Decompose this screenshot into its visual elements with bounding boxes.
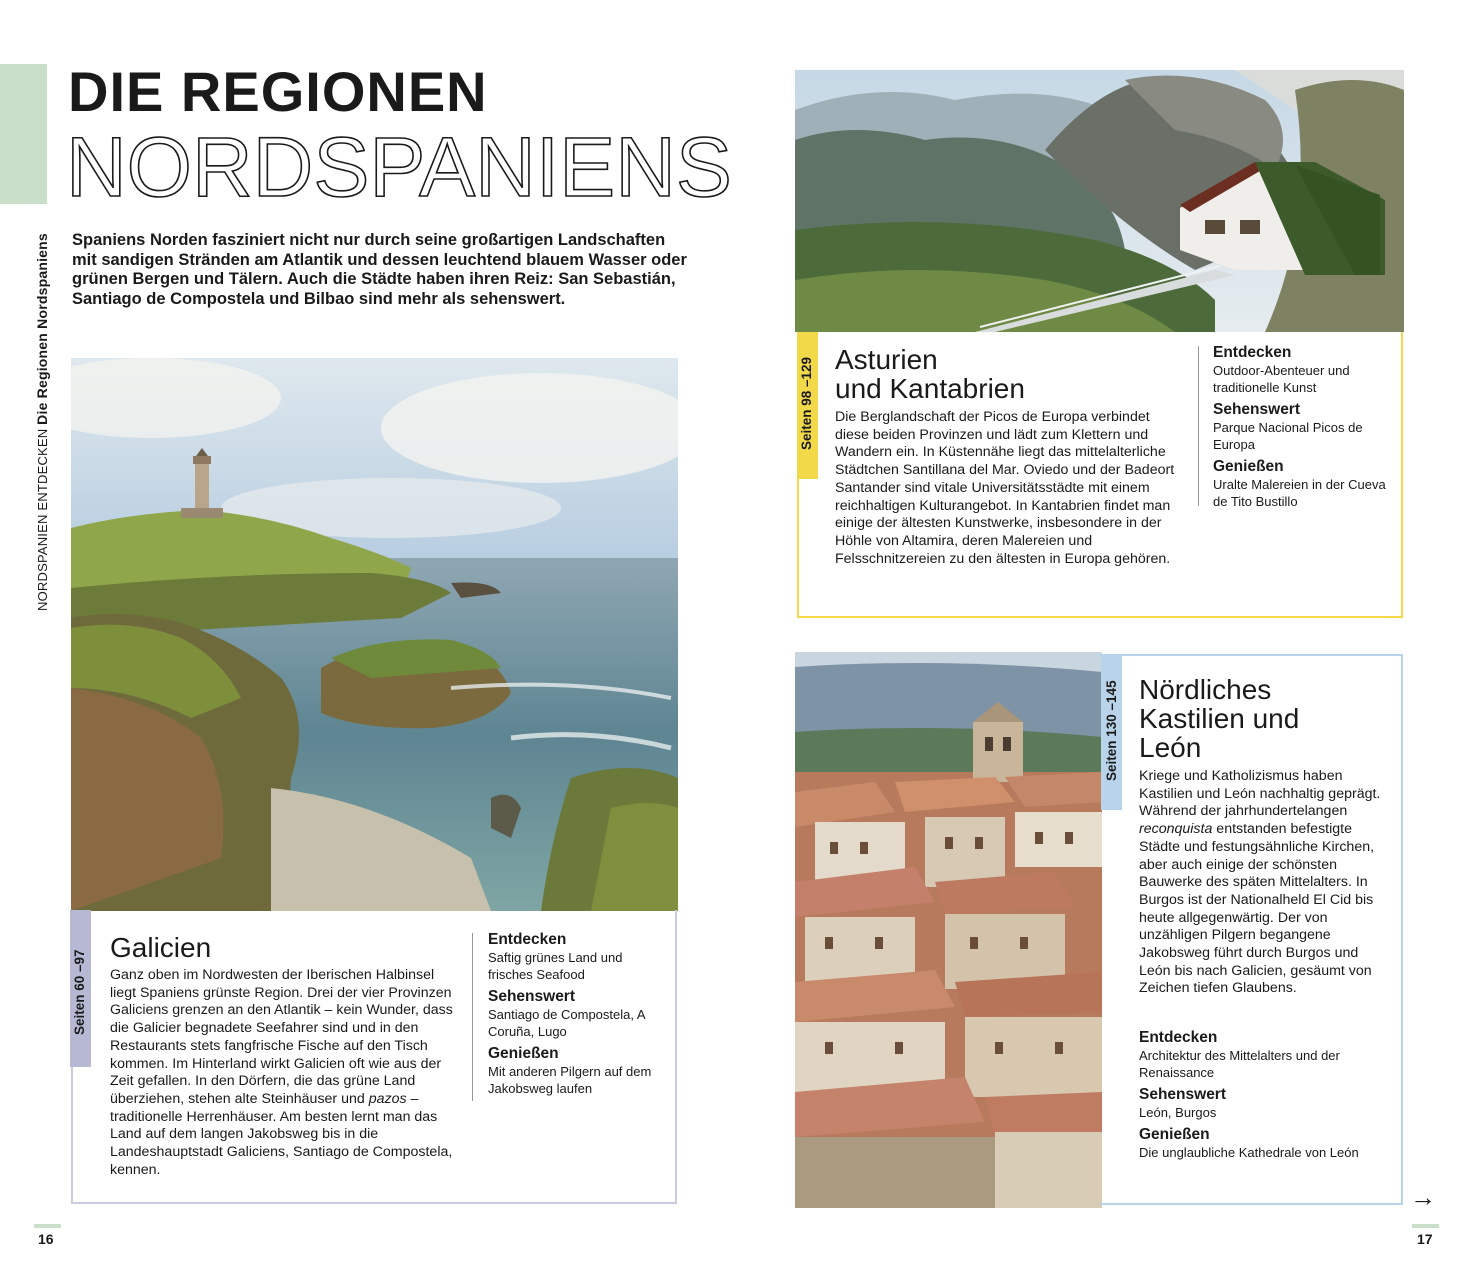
castile-title-line3: León [1139, 732, 1202, 763]
asturias-title-line1: Asturien [835, 344, 938, 375]
page-title-line1: DIE REGIONEN [68, 60, 488, 123]
galicia-facts-text-1: Saftig grünes Land und frisches Seafood [488, 950, 623, 982]
castile-photo [795, 652, 1102, 1208]
asturias-facts-divider [1198, 346, 1199, 506]
castile-text [1139, 768, 1389, 998]
castile-pages-label: Seiten 130 –145 [1104, 680, 1119, 781]
galicia-photo [71, 358, 678, 911]
galicia-facts [488, 931, 668, 1097]
galicia-facts-heading-1: Entdecken [488, 931, 567, 948]
castile-title-line1: Nördliches [1139, 674, 1272, 705]
castile-text-part1: Kriege und Katholizismus haben Kastilien und León nachhaltig geprägt. Während der jahrhundertelangen [1139, 768, 1381, 820]
asturias-facts-text-1: Outdoor-Abenteuer und traditionelle Kunst [1213, 363, 1350, 395]
castile-text-part2: entstanden befestigte Städte und festungsähnliche Kirchen, aber auch einige der schönsten Bauwerke des späten Mittelalters. In Burgos ist der Nationalheld El Cid bis heute allgegenwärtig. Der von unzähligen Pilgern begangene Jakobsweg führt durch Burgos und León bis nach Galicien, gesäumt von Zeichen tiefen Glaubens. [1139, 821, 1375, 997]
galicia-facts-text-3: Mit anderen Pilgern auf dem Jakobsweg laufen [488, 1064, 652, 1096]
page-number-bar-right [1412, 1224, 1439, 1228]
galicia-title: Galicien [110, 932, 212, 963]
running-header-title: Die Regionen Nordspaniens [34, 233, 50, 425]
galicia-facts-text-2: Santiago de Compostela, A Coruña, Lugo [488, 1007, 645, 1039]
running-header [34, 211, 52, 611]
asturias-facts-text-2: Parque Nacional Picos de Europa [1213, 420, 1363, 452]
asturias-facts-heading-1: Entdecken [1213, 344, 1292, 361]
page-title-line2: NORDSPANIENS [66, 120, 732, 214]
galicia-facts-heading-3: Genießen [488, 1045, 559, 1062]
galicia-facts-heading-2: Sehenswert [488, 988, 576, 1005]
castile-title-line2: Kastilien und [1139, 703, 1300, 734]
page-number-bar-left [34, 1224, 61, 1228]
castile-facts-text-3: Die unglaubliche Kathedrale von León [1139, 1145, 1359, 1160]
asturias-title [835, 345, 1025, 403]
asturias-photo [795, 70, 1404, 332]
castile-facts-heading-2: Sehenswert [1139, 1086, 1227, 1103]
castile-facts-heading-1: Entdecken [1139, 1029, 1218, 1046]
castile-facts [1139, 1029, 1379, 1161]
asturias-facts [1213, 344, 1393, 510]
next-page-arrow-icon[interactable]: → [1410, 1182, 1436, 1212]
asturias-title-line2: und Kantabrien [835, 373, 1025, 404]
page-number-left: 16 [38, 1231, 54, 1247]
galicia-text-part2: – traditionelle Herrenhäuser. Am besten lernt man das Land auf dem langen Jakobsweg bis in die Landeshauptstadt Galiciens, Santiago de Compostela, kennen. [110, 1090, 453, 1178]
galicia-text [110, 967, 455, 1179]
galicia-text-part1: Ganz oben im Nordwesten der Iberischen Halbinsel liegt Spaniens grünste Region. Drei der vier Provinzen Galiciens grenzen an den Atlantik – kein Wunder, dass die Galicier begnadete Seefahrer sind und in den Restaurants stets fangfrische Fische auf den Tisch kommen. Im Hinterland wirkt Galicien oft wie aus der Zeit gefallen. In den Dörfern, die das grüne Land überziehen, stehen alte Steinhäuser und [110, 967, 453, 1107]
asturias-facts-text-3: Uralte Malereien in der Cueva de Tito Bustillo [1213, 477, 1386, 509]
castile-text-italic: reconquista [1139, 821, 1213, 838]
section-color-tab [0, 64, 47, 204]
castile-facts-heading-3: Genießen [1139, 1126, 1210, 1143]
castile-title [1139, 675, 1299, 762]
asturias-pages-label: Seiten 98 –129 [799, 356, 814, 450]
castile-facts-text-2: León, Burgos [1139, 1105, 1217, 1120]
galicia-text-italic: pazos [368, 1090, 407, 1107]
castile-facts-text-1: Architektur des Mittelalters und der Renaissance [1139, 1048, 1340, 1080]
intro-paragraph: Spaniens Norden fasziniert nicht nur durch seine großartigen Landschaften mit sandigen Stränden am Atlantik und dessen leuchtend blauem Wasser oder grünen Bergen und Tälern. Auch die Städte haben ihren Reiz: San Sebastián, Santiago de Compostela und Bilbao sind mehr als sehenswert. [72, 231, 687, 308]
galicia-facts-divider [472, 933, 473, 1101]
page-number-right: 17 [1417, 1231, 1433, 1247]
asturias-facts-heading-3: Genießen [1213, 458, 1284, 475]
asturias-facts-heading-2: Sehenswert [1213, 401, 1301, 418]
galicia-pages-label: Seiten 60 –97 [72, 949, 87, 1035]
running-header-section: NORDSPANIEN ENTDECKEN [35, 428, 50, 611]
asturias-text: Die Berglandschaft der Picos de Europa verbindet diese beiden Provinzen und lädt zum Klettern und Wandern ein. In Küstennähe liegt das mittelalterliche Städtchen Santillana del Mar. Oviedo und der Badeort Santander sind vitale Universitätsstädte mit einem reichhaltigen Kulturangebot. In Kantabrien findet man einige der ältesten Kunstwerke, insbesondere in der Höhle von Altamira, deren Malereien und Felsschnitzereien zu den ältesten in Europa gehören. [835, 409, 1175, 567]
